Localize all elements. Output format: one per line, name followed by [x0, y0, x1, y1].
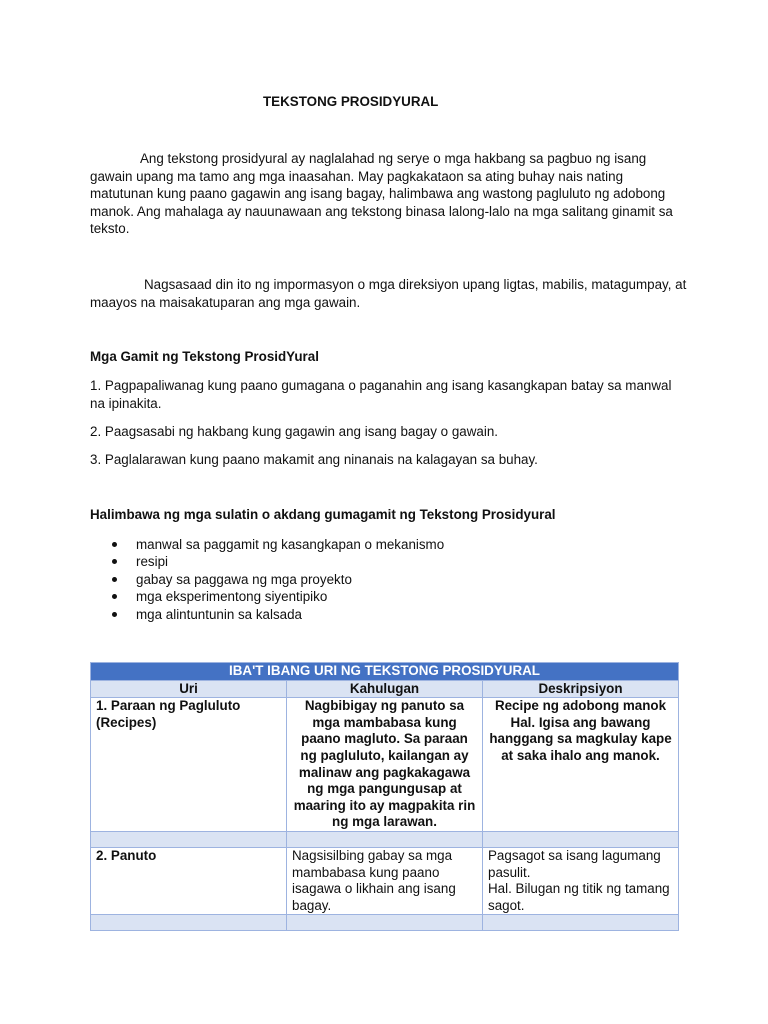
cell-deskripsiyon	[483, 847, 679, 914]
deskripsiyon-line: Hal. Bilugan ng titik ng tamang sagot.	[488, 881, 670, 913]
gamit-heading: Mga Gamit ng Tekstong ProsidYural	[90, 349, 319, 364]
header-uri: Uri	[91, 680, 287, 698]
table-row	[91, 847, 679, 914]
deskripsiyon-line: Pagsagot sa isang lagumang pasulit.	[488, 847, 661, 880]
second-paragraph: Nagsasaad din ito ng impormasyon o mga direksiyon upang ligtas, mabilis, matagumpay, at maayos na maisakatuparan ang mga gawain.	[90, 277, 687, 310]
document-title: TEKSTONG PROSIDYURAL	[263, 94, 439, 109]
uri-table	[90, 662, 679, 931]
list-item: resipi	[112, 553, 444, 570]
cell-deskripsiyon: Recipe ng adobong manok Hal. Igisa ang bawang hanggang sa magkulay kape at saka ihalo ang manok.	[483, 698, 679, 832]
gamit-item-2: 2. Paagsasabi ng hakbang kung gagawin ang isang bagay o gawain.	[90, 424, 498, 439]
header-kahulugan: Kahulugan	[287, 680, 483, 698]
gamit-item-1: 1. Pagpapaliwanag kung paano gumagana o paganahin ang isang kasangkapan batay sa manwal na ipinakita.	[90, 378, 672, 411]
halimbawa-heading: Halimbawa ng mga sulatin o akdang gumagamit ng Tekstong Prosidyural	[90, 507, 556, 522]
cell-kahulugan: Nagbibigay ng panuto sa mga mambabasa kung paano magluto. Sa paraan ng pagluluto, kailangan ay malinaw ang pagkakagawa ng mga pangungusap at maaring ito ay magpakita rin ng mga larawan.	[287, 698, 483, 832]
cell-uri: 1. Paraan ng Pagluluto (Recipes)	[91, 698, 287, 832]
intro-paragraph: Ang tekstong prosidyural ay naglalahad ng serye o mga hakbang sa pagbuo ng isang gawain upang ma tamo ang mga inaasahan. May pagkakataon sa ating buhay nais nating matutunan kung paano gagawin ang isang bagay, halimbawa ang wastong pagluluto ng adobong manok. Ang mahalaga ay nauunawaan ang tekstong binasa lalong-lalo na mga salitang ginamit sa teksto.	[90, 151, 673, 236]
gamit-item-3: 3. Paglalarawan kung paano makamit ang ninanais na kalagayan sa buhay.	[90, 452, 538, 467]
cell-uri: 2. Panuto	[91, 847, 287, 914]
table-title: IBA'T IBANG URI NG TEKSTONG PROSIDYURAL	[91, 663, 679, 681]
list-item: manwal sa paggamit ng kasangkapan o mekanismo	[112, 536, 444, 553]
list-item: gabay sa paggawa ng mga proyekto	[112, 571, 444, 588]
table-row	[91, 698, 679, 832]
halimbawa-list	[112, 536, 444, 623]
header-deskripsiyon: Deskripsiyon	[483, 680, 679, 698]
table-spacer-row	[91, 831, 679, 847]
list-item: mga alintuntunin sa kalsada	[112, 606, 444, 623]
cell-kahulugan: Nagsisilbing gabay sa mga mambabasa kung paano isagawa o likhain ang isang bagay.	[287, 847, 483, 914]
table-spacer-row	[91, 915, 679, 931]
list-item: mga eksperimentong siyentipiko	[112, 588, 444, 605]
